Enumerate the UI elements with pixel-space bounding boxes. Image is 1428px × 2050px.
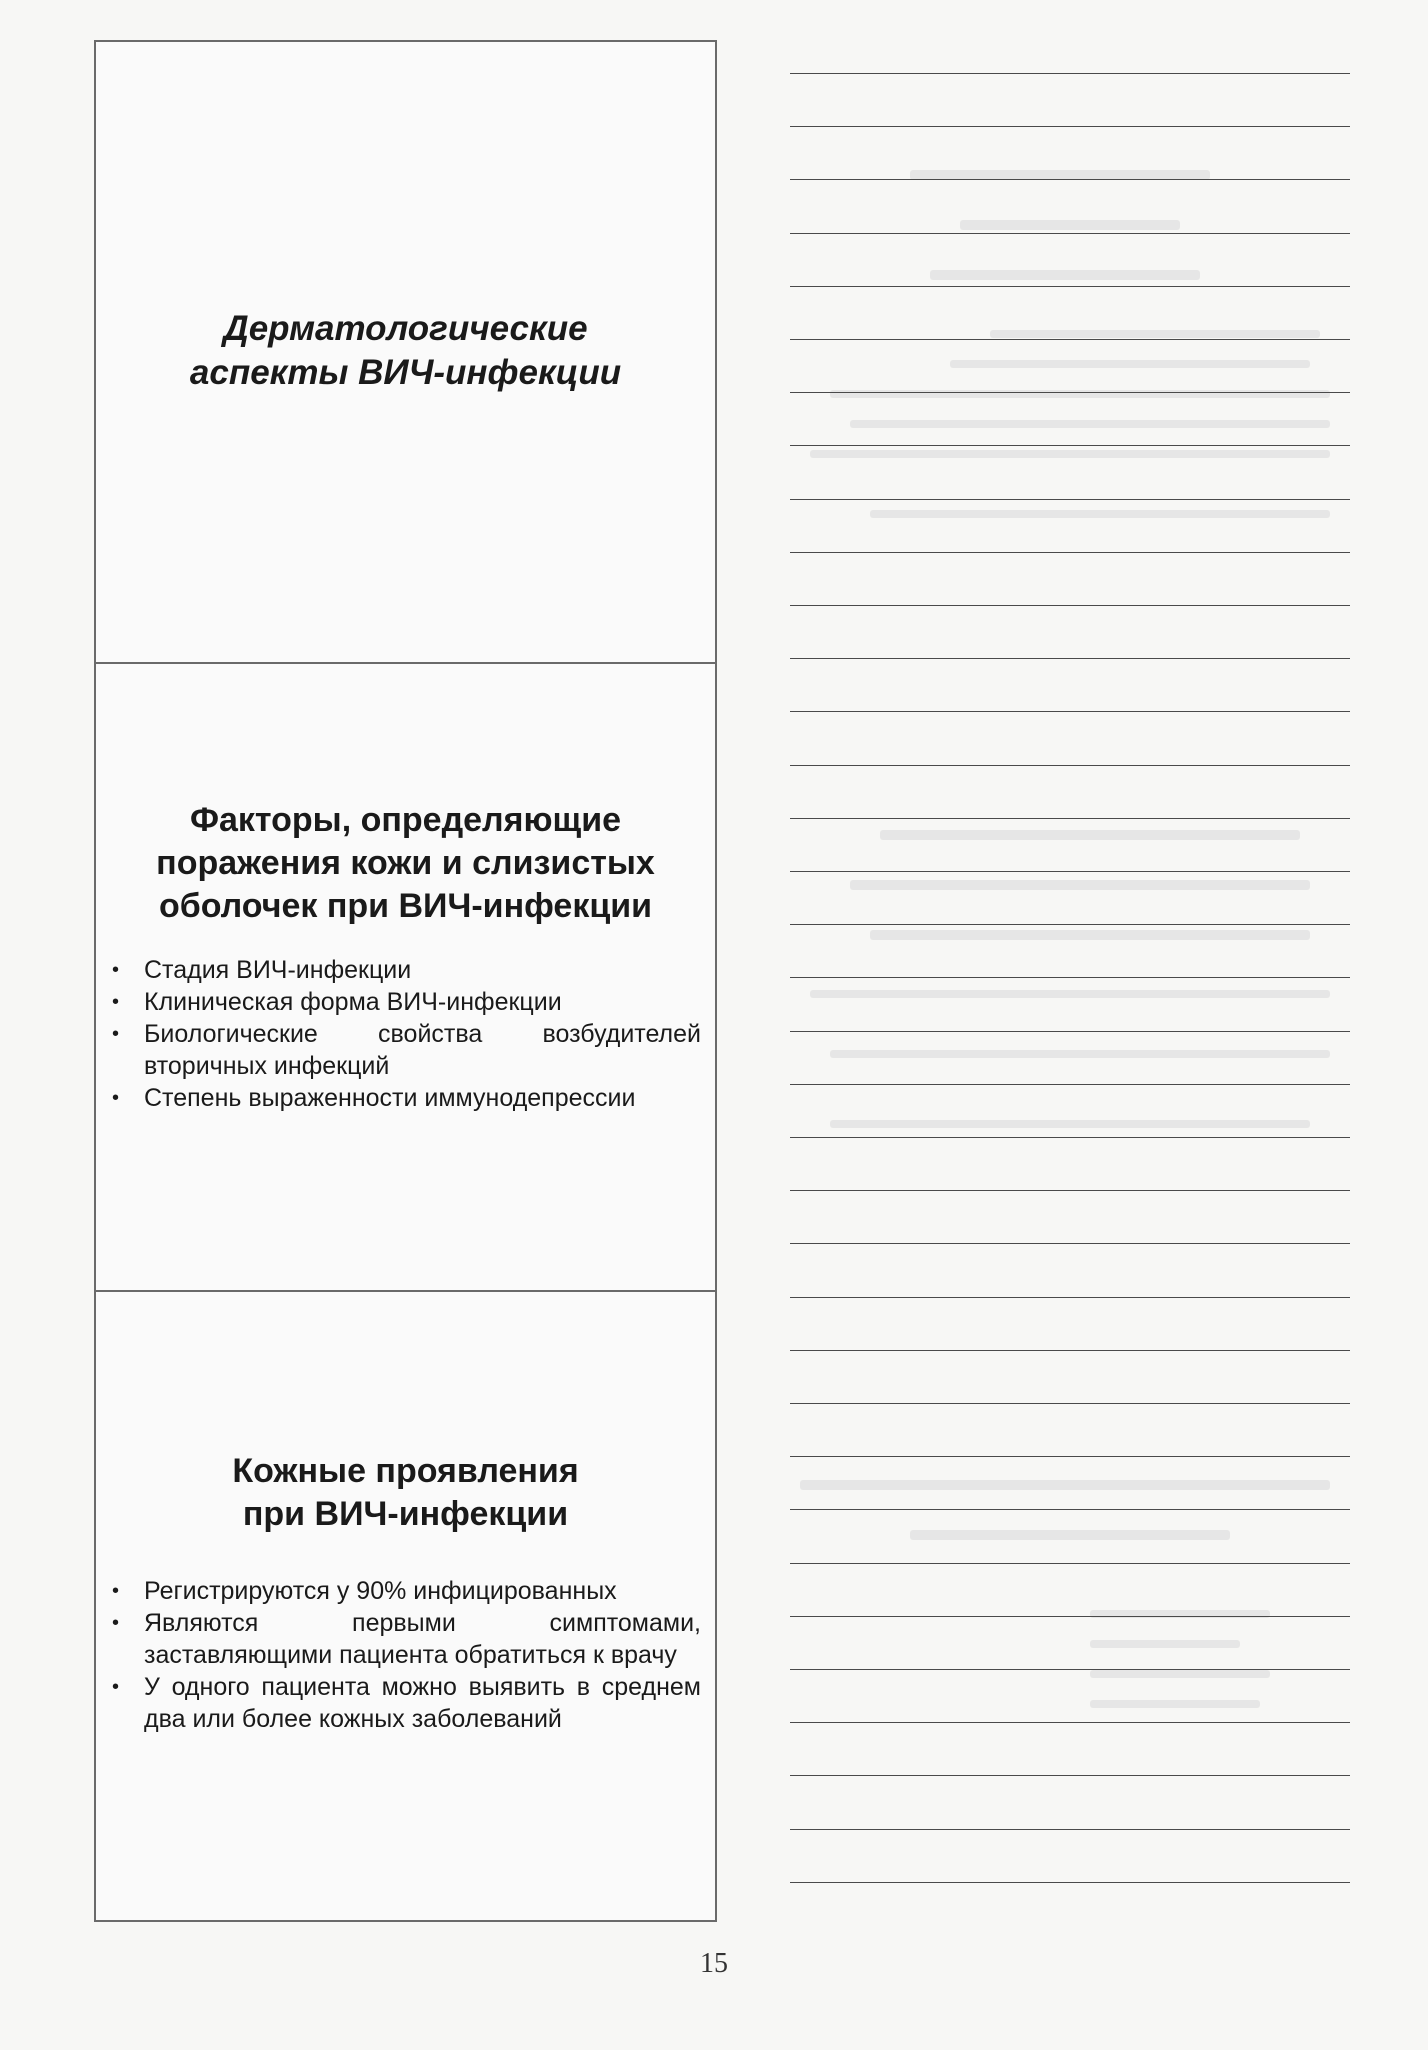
slides-column	[94, 40, 717, 1922]
note-line	[790, 871, 1350, 872]
note-line	[790, 977, 1350, 978]
bullet-item: • Регистрируются у 90% инфицированных	[112, 1575, 701, 1607]
note-line	[790, 339, 1350, 340]
note-line	[790, 1775, 1350, 1776]
bullet-item: • Клиническая форма ВИЧ-инфекции	[112, 986, 701, 1018]
note-line	[790, 1243, 1350, 1244]
note-line	[790, 126, 1350, 127]
note-line	[790, 765, 1350, 766]
note-line	[790, 445, 1350, 446]
note-line	[790, 711, 1350, 712]
note-line	[790, 605, 1350, 606]
slide-3-bullets	[112, 1575, 701, 1735]
note-line	[790, 552, 1350, 553]
bullet-item: • Стадия ВИЧ-инфекции	[112, 954, 701, 986]
bullet-item: • Биологические свойства возбудителей вторичных инфекций	[112, 1018, 701, 1082]
note-line	[790, 1829, 1350, 1830]
slide-3-title: Кожные проявления при ВИЧ-инфекции	[232, 1452, 579, 1533]
note-line	[790, 1350, 1350, 1351]
bullet-item: • Являются первыми симптомами, заставляющими пациента обратиться к врачу	[112, 1607, 701, 1671]
note-line	[790, 1882, 1350, 1883]
bullet-item: • Степень выраженности иммунодепрессии	[112, 1082, 701, 1114]
slide-1-title: Дерматологические аспекты ВИЧ-инфекции	[189, 309, 622, 392]
note-line	[790, 1722, 1350, 1723]
note-line	[790, 924, 1350, 925]
slide-2-bullets	[112, 954, 701, 1114]
note-line	[790, 233, 1350, 234]
note-line	[790, 73, 1350, 74]
note-line	[790, 179, 1350, 180]
note-line	[790, 1563, 1350, 1564]
note-line	[790, 1137, 1350, 1138]
note-line	[790, 1403, 1350, 1404]
note-line	[790, 1190, 1350, 1191]
note-line	[790, 658, 1350, 659]
note-line	[790, 1669, 1350, 1670]
slide-1	[96, 42, 715, 662]
slide-2-title: Факторы, определяющие поражения кожи и слизистых оболочек при ВИЧ-инфекции	[156, 801, 655, 925]
slide-2	[96, 662, 715, 1290]
note-line	[790, 1031, 1350, 1032]
note-line	[790, 286, 1350, 287]
bullet-item: • У одного пациента можно выявить в среднем два или более кожных заболеваний	[112, 1671, 701, 1735]
note-line	[790, 1084, 1350, 1085]
note-line	[790, 392, 1350, 393]
page-number: 15	[700, 1948, 728, 1979]
note-line	[790, 818, 1350, 819]
note-line	[790, 1297, 1350, 1298]
notes-lines	[790, 30, 1350, 1910]
slide-3	[96, 1290, 715, 1920]
note-line	[790, 499, 1350, 500]
note-line	[790, 1509, 1350, 1510]
note-line	[790, 1456, 1350, 1457]
note-line	[790, 1616, 1350, 1617]
